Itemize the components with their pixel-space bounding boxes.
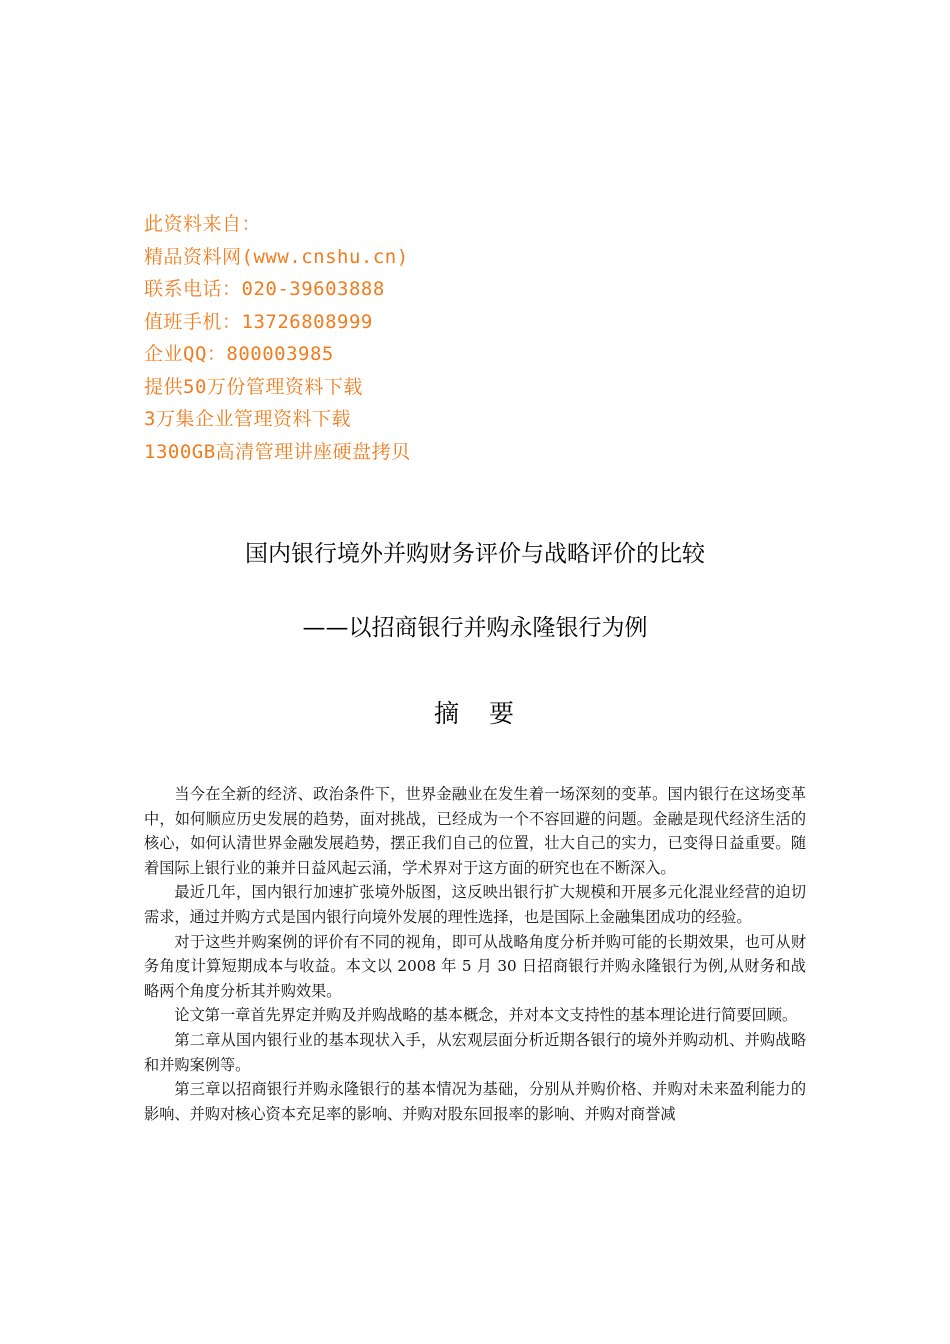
promo-line-qq: 企业QQ：800003985	[144, 343, 334, 365]
abstract-paragraph: 当今在全新的经济、政治条件下，世界金融业在发生着一场深刻的变革。国内银行在这场变革中，如何顺应历史发展的趋势，面对挑战，已经成为一个不容回避的问题。金融是现代经济生活的核心，如何认清世界金融发展趋势，摆正我们自己的位置，壮大自己的实力，已变得日益重要。随着国际上银行业的兼并日益风起云涌，学术界对于这方面的研究也在不断深入。	[144, 785, 806, 877]
promo-block	[144, 208, 664, 468]
document-subtitle: ——以招商银行并购永隆银行为例	[302, 615, 648, 641]
abstract-body	[144, 782, 806, 1126]
promo-line-source: 此资料来自：	[144, 213, 262, 235]
abstract-paragraph: 对于这些并购案例的评价有不同的视角，即可从战略角度分析并购可能的长期效果，也可从财务角度计算短期成本与收益。本文以 2008 年 5 月 30 日招商银行并购永隆银行为例,从财务和战略两个角度分析其并购效果。	[144, 932, 806, 1000]
abstract-heading-right: 要	[489, 699, 517, 728]
abstract-heading	[0, 696, 950, 732]
abstract-heading-left: 摘	[433, 699, 461, 728]
abstract-paragraph: 论文第一章首先界定并购及并购战略的基本概念，并对本文支持性的基本理论进行简要回顾。	[174, 1006, 798, 1025]
promo-line-offer-2: 3万集企业管理资料下载	[144, 408, 351, 430]
abstract-paragraph: 第三章以招商银行并购永隆银行的基本情况为基础，分别从并购价格、并购对未来盈利能力的影响、并购对核心资本充足率的影响、并购对股东回报率的影响、并购对商誉减	[144, 1080, 806, 1123]
promo-line-offer-1: 提供50万份管理资料下载	[144, 375, 363, 398]
promo-line-offer-3: 1300GB高清管理讲座硬盘拷贝	[144, 440, 411, 463]
promo-line-phone: 联系电话：020-39603888	[144, 278, 385, 300]
document-title: 国内银行境外并购财务评价与战略评价的比较	[245, 541, 705, 567]
abstract-paragraph: 最近几年，国内银行加速扩张境外版图，这反映出银行扩大规模和开展多元化混业经营的迫切需求，通过并购方式是国内银行向境外发展的理性选择，也是国际上金融集团成功的经验。	[144, 883, 806, 926]
promo-line-website: 精品资料网(www.cnshu.cn)	[144, 245, 409, 268]
abstract-paragraph: 第二章从国内银行业的基本现状入手，从宏观层面分析近期各银行的境外并购动机、并购战略和并购案例等。	[144, 1030, 806, 1074]
promo-line-mobile: 值班手机：13726808999	[144, 310, 373, 333]
